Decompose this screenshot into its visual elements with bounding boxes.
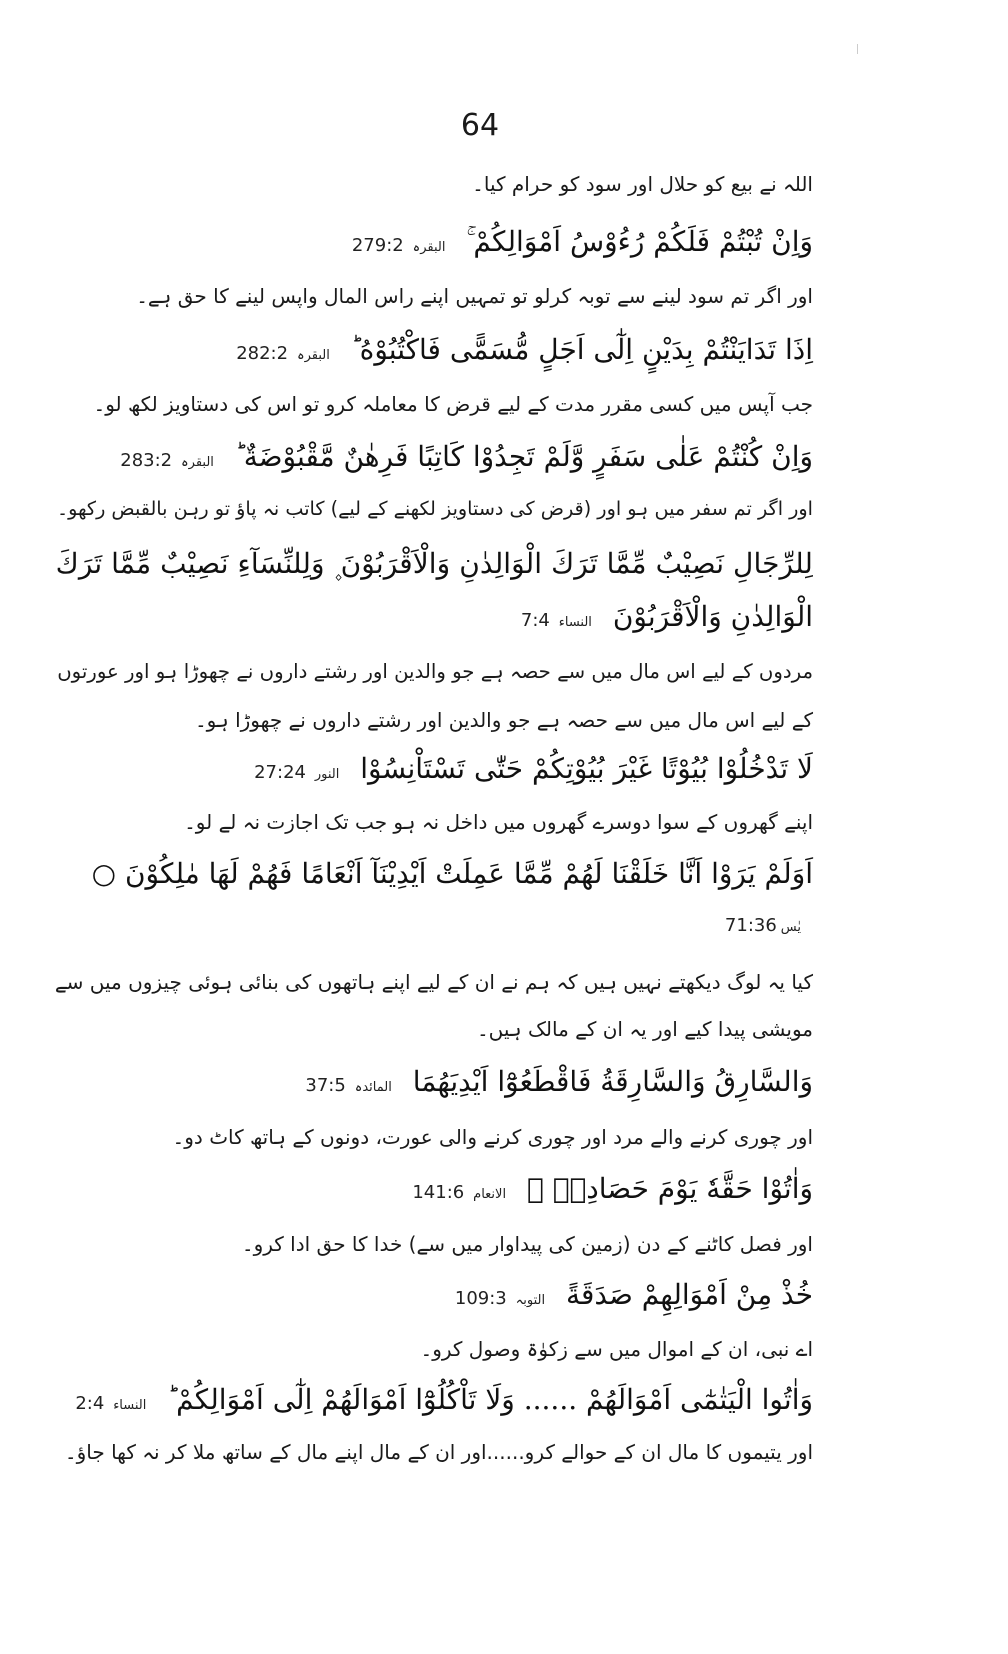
- quran-verse-line: [352, 225, 813, 259]
- urdu-translation-line: کیا یہ لوگ دیکھتے نہیں ہیں کہ ہم نے ان کے لیے اپنے ہاتھوں کی بنائی ہوئی چیزوں میں سے: [54, 970, 813, 994]
- verse-reference: 7:4: [520, 610, 550, 631]
- verse-reference: 282:2: [236, 343, 289, 364]
- quran-verse-text: لِلرِّجَالِ نَصِيْبٌ مِّمَّا تَرَكَ الْوَالِدٰنِ وَالْاَقْرَبُوْنَ ۪ وَلِلنِّسَآءِ نَصِيْبٌ مِّمَّا تَرَكَ: [55, 547, 813, 580]
- quran-verse-text: وَاٰتُوا الْيَتٰمٰٓى اَمْوَالَهُمْ ...... وَلَا تَاْكُلُوْٓا اَمْوَالَهُمْ اِلٰٓى اَمْوَالِكُمْ ؕ: [167, 1383, 813, 1416]
- urdu-translation-line: اے نبی، ان کے اموال میں سے زکوٰۃ وصول کرو۔: [420, 1337, 813, 1361]
- quran-verse-text: وَاٰتُوْا حَقَّهٗ يَوْمَ حَصَادِهٖ ۖ: [526, 1172, 813, 1205]
- urdu-translation-line: اللہ نے بیع کو حلال اور سود کو حرام کیا۔: [472, 172, 813, 196]
- page-number: 64: [460, 108, 500, 143]
- quran-verse-line: [521, 600, 813, 633]
- quran-verse-line: [254, 752, 813, 785]
- surah-name: البقرہ: [412, 240, 446, 255]
- urdu-translation-line: مردوں کے لیے اس مال میں سے حصہ ہے جو والدین اور رشتے داروں نے چھوڑا ہو اور عورتوں: [57, 660, 813, 683]
- quran-verse-line: [120, 440, 813, 473]
- surah-name: التوبہ: [515, 1293, 546, 1308]
- quran-verse-text: لَا تَدْخُلُوْا بُيُوْتًا غَيْرَ بُيُوْتِكُمْ حَتّٰى تَسْتَاْنِسُوْا: [360, 752, 813, 785]
- quran-verse-line: [92, 857, 813, 890]
- surah-name: النساء: [558, 615, 592, 630]
- margin-mark: [857, 44, 858, 54]
- urdu-translation-line: اور اگر تم سفر میں ہو اور (قرض کی دستاویز لکھنے کے لیے) کاتب نہ پاؤ تو رہن بالقبض رکھو۔: [56, 497, 813, 520]
- quran-verse-line: [236, 333, 813, 366]
- surah-name: یٰس: [780, 920, 801, 935]
- quran-verse-text: وَاِنْ تُبْتُمْ فَلَكُمْ رُءُوْسُ اَمْوَالِكُمْ ۚ: [466, 225, 813, 258]
- quran-verse-line: [75, 1383, 813, 1416]
- verse-reference: 37:5: [305, 1075, 346, 1096]
- surah-name: البقرہ: [296, 348, 330, 363]
- surah-name: النور: [314, 767, 340, 782]
- quran-verse-text: خُذْ مِنْ اَمْوَالِهِمْ صَدَقَةً: [566, 1278, 813, 1311]
- verse-reference-line: [725, 915, 813, 936]
- verse-reference: 283:2: [120, 450, 173, 471]
- urdu-translation-line: کے لیے اس مال میں سے حصہ ہے جو والدین اور رشتے داروں نے چھوڑا ہو۔: [194, 708, 813, 732]
- verse-reference: 141:6: [412, 1182, 465, 1203]
- quran-verse-text: وَاِنْ كُنْتُمْ عَلٰى سَفَرٍ وَّلَمْ تَجِدُوْا كَاتِبًا فَرِهٰنٌ مَّقْبُوْضَةٌ ؕ: [234, 440, 813, 473]
- verse-reference: 27:24: [254, 762, 306, 783]
- verse-reference: 109:3: [454, 1288, 507, 1309]
- surah-name: المائدہ: [354, 1080, 392, 1095]
- urdu-translation-line: اور چوری کرنے والے مرد اور چوری کرنے والی عورت، دونوں کے ہاتھ کاٹ دو۔: [172, 1125, 813, 1149]
- urdu-translation-line: اور فصل کاٹنے کے دن (زمین کی پیداوار میں سے) خدا کا حق ادا کرو۔: [241, 1232, 813, 1256]
- urdu-translation-line: جب آپس میں کسی مقرر مدت کے لیے قرض کا معاملہ کرو تو اس کی دستاویز لکھ لو۔: [93, 392, 813, 416]
- quran-verse-text: الْوَالِدٰنِ وَالْاَقْرَبُوْنَ: [612, 600, 813, 633]
- urdu-translation-line: مویشی پیدا کیے اور یہ ان کے مالک ہیں۔: [476, 1017, 813, 1041]
- quran-verse-line: [455, 1278, 813, 1311]
- quran-verse-line: [412, 1172, 813, 1205]
- quran-verse-line: [305, 1065, 813, 1098]
- surah-name: النساء: [113, 1398, 147, 1413]
- urdu-translation-line: اپنے گھروں کے سوا دوسرے گھروں میں داخل نہ ہو جب تک اجازت نہ لے لو۔: [184, 810, 813, 834]
- quran-verse-line: [56, 547, 813, 581]
- surah-name: البقرہ: [181, 455, 214, 470]
- verse-reference: 279:2: [351, 235, 404, 256]
- surah-name: الانعام: [473, 1187, 507, 1202]
- urdu-translation-line: اور اگر تم سود لینے سے توبہ کرلو تو تمہیں اپنے راس المال واپس لینے کا حق ہے۔: [136, 284, 813, 308]
- verse-reference: 71:36: [724, 915, 777, 936]
- urdu-translation-line: اور یتیموں کا مال ان کے حوالے کرو......اور ان کے مال اپنے مال کے ساتھ ملا کر نہ کھا جاؤ۔: [64, 1440, 813, 1464]
- quran-verse-text: اَوَلَمْ يَرَوْا اَنَّا خَلَقْنَا لَهُمْ مِّمَّا عَمِلَتْ اَيْدِيْنَآ اَنْعَامًا فَهُمْ لَهَا مٰلِكُوْنَ ○: [91, 857, 813, 890]
- verse-reference: 2:4: [75, 1393, 105, 1414]
- quran-verse-text: اِذَا تَدَايَنْتُمْ بِدَيْنٍ اِلٰٓى اَجَلٍ مُّسَمًّى فَاكْتُبُوْهُ ؕ: [350, 333, 813, 366]
- quran-verse-text: وَالسَّارِقُ وَالسَّارِقَةُ فَاقْطَعُوْٓا اَيْدِيَهُمَا: [412, 1065, 813, 1098]
